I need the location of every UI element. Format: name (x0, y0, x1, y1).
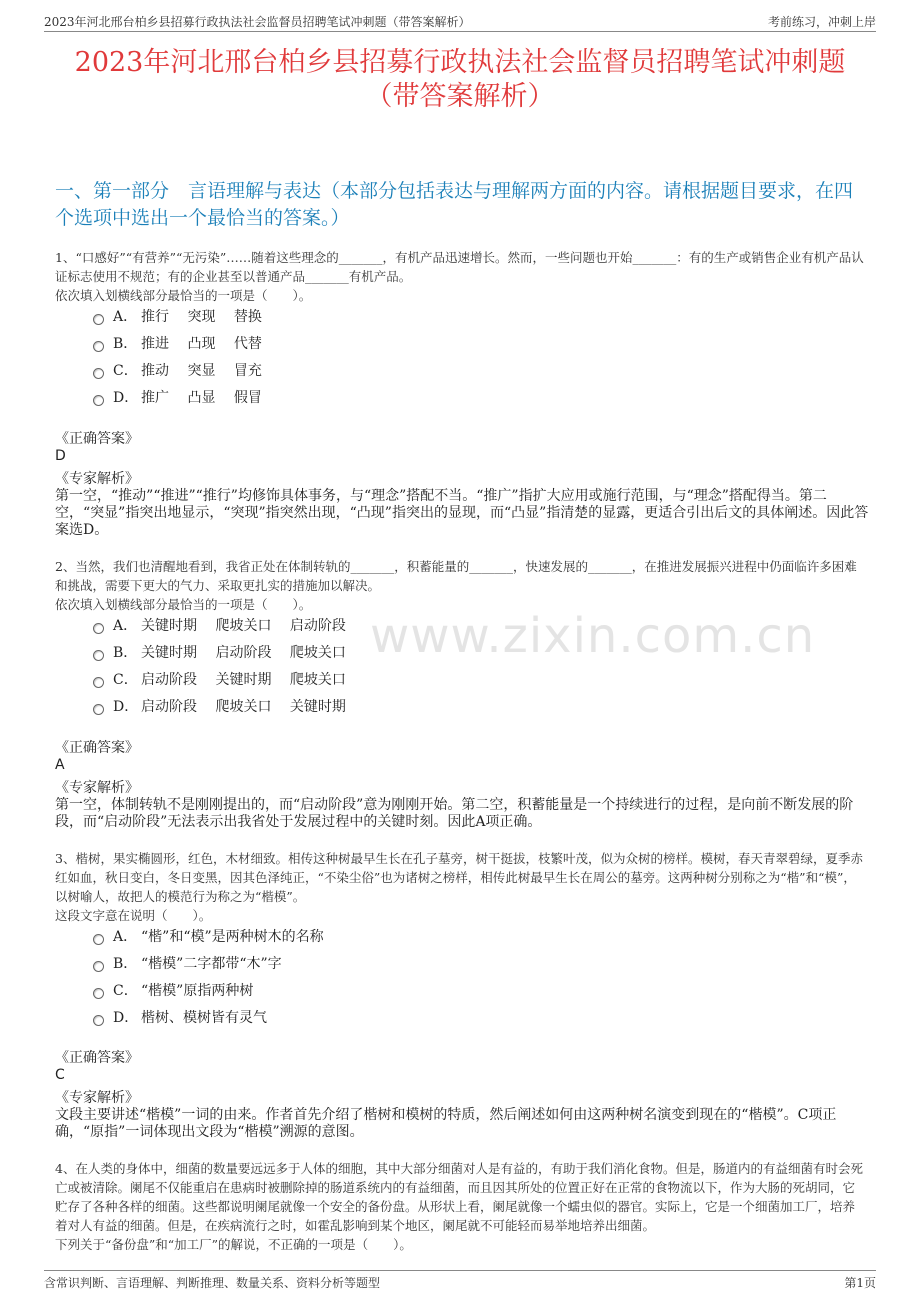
analysis-1 (55, 471, 870, 539)
page-header (44, 10, 876, 32)
option-b[interactable]: B． 推进 凸现 代替 (93, 331, 262, 358)
question-stem: 1、“口感好”“有营养”“无污染”……随着这些理念的_______，有机产品迅速增长。然而，一些问题也开始_______：有的生产或销售企业有机产品认证标志使用不规范；有的企业甚至以普通产品_______有机产品。 (55, 250, 864, 284)
answer-2 (55, 740, 870, 774)
option-d[interactable]: D． 启动阶段 爬坡关口 关键时期 (93, 694, 346, 721)
radio-icon[interactable] (93, 314, 104, 325)
answer-value: C (55, 1067, 65, 1083)
option-c[interactable]: C． “楷模”原指两种树 (93, 978, 324, 1005)
footer-topics: 含常识判断、言语理解、判断推理、数量关系、资料分析等题型 (44, 1276, 381, 1290)
radio-icon[interactable] (93, 395, 104, 406)
radio-icon[interactable] (93, 677, 104, 688)
page-number: 第1页 (844, 1276, 876, 1290)
answer-1 (55, 431, 870, 465)
radio-icon[interactable] (93, 961, 104, 972)
question-1 (55, 248, 864, 305)
question-prompt: 依次填入划横线部分最恰当的一项是（ ）。 (55, 597, 312, 612)
radio-icon[interactable] (93, 988, 104, 999)
option-b[interactable]: B． “楷模”二字都带“木”字 (93, 951, 324, 978)
watermark: www.zixin.com.cn (370, 608, 816, 664)
option-c[interactable]: C． 启动阶段 关键时期 爬坡关口 (93, 667, 346, 694)
radio-icon[interactable] (93, 368, 104, 379)
analysis-text: 第一空，“推动”“推进”“推行”均修饰具体事务，与“理念”搭配不当。“推广”指扩大应用或施行范围，与“理念”搭配得当。第二空，“突显”指突出地显示，“突现”指突然出现，“凸现”指突出的显现，而“凸显”指清楚的显露，更适合引出后文的具体阐述。因此答案选D。 (55, 488, 869, 538)
page-title: 2023年河北邢台柏乡县招募行政执法社会监督员招聘笔试冲刺题（带答案解析） (74, 47, 846, 112)
options-3 (93, 924, 324, 1032)
answer-value: A (55, 757, 65, 773)
answer-label: 《正确答案》 (55, 740, 139, 756)
options-2 (93, 613, 346, 721)
option-d[interactable]: D． 推广 凸显 假冒 (93, 385, 262, 412)
question-3 (55, 849, 864, 925)
radio-icon[interactable] (93, 704, 104, 715)
question-stem: 2、当然，我们也清醒地看到，我省正处在体制转轨的_______，积蓄能量的_______，快速发展的_______，在推进发展振兴进程中仍面临许多困难和挑战，需要下更大的气力、采取更扎实的措施加以解决。 (55, 559, 857, 593)
header-slogan: 考前练习，冲刺上岸 (767, 15, 876, 29)
radio-icon[interactable] (93, 1015, 104, 1026)
analysis-text: 文段主要讲述“楷模”一词的由来。作者首先介绍了楷树和模树的特质，然后阐述如何由这两种树名演变到现在的“楷模”。C项正确，“原指”一词体现出文段为“楷模”溯源的意图。 (55, 1107, 837, 1140)
answer-3 (55, 1050, 870, 1084)
answer-label: 《正确答案》 (55, 1050, 139, 1066)
answer-label: 《正确答案》 (55, 431, 139, 447)
page-footer (44, 1270, 876, 1292)
radio-icon[interactable] (93, 623, 104, 634)
radio-icon[interactable] (93, 650, 104, 661)
question-prompt: 依次填入划横线部分最恰当的一项是（ ）。 (55, 288, 312, 303)
analysis-3 (55, 1090, 870, 1141)
question-2 (55, 557, 864, 614)
analysis-2 (55, 780, 870, 831)
analysis-label: 《专家解析》 (55, 780, 139, 796)
radio-icon[interactable] (93, 934, 104, 945)
question-prompt: 这段文字意在说明（ ）。 (55, 908, 212, 923)
analysis-text: 第一空，体制转轨不是刚刚提出的，而“启动阶段”意为刚刚开始。第二空，积蓄能量是一个持续进行的过程，是向前不断发展的阶段，而“启动阶段”无法表示出我省处于发展过程中的关键时刻。因此A项正确。 (55, 797, 854, 830)
radio-icon[interactable] (93, 341, 104, 352)
analysis-label: 《专家解析》 (55, 471, 139, 487)
options-1 (93, 304, 262, 412)
option-c[interactable]: C． 推动 突显 冒充 (93, 358, 262, 385)
question-stem: 4、在人类的身体中，细菌的数量要远远多于人体的细胞，其中大部分细菌对人是有益的，有助于我们消化食物。但是，肠道内的有益细菌有时会死亡或被清除。阑尾不仅能重启在患病时被删除掉的肠道系统内的有益细菌，而且因其所处的位置正好在正常的食物流以下，作为大肠的死胡同，它贮存了各种各样的细菌。这些都说明阑尾就像一个安全的备份盘。从形状上看，阑尾就像一个蠕虫似的器官。实际上，它是一个细菌加工厂，培养着对人有益的细菌。但是，在疾病流行之时，如霍乱影响到某个地区，阑尾就不可能轻而易举地培养出细菌。 (55, 1161, 863, 1233)
analysis-label: 《专家解析》 (55, 1090, 139, 1106)
question-prompt: 下列关于“备份盘”和“加工厂”的解说，不正确的一项是（ ）。 (55, 1237, 412, 1252)
option-d[interactable]: D． 楷树、模树皆有灵气 (93, 1005, 324, 1032)
header-doc-title: 2023年河北邢台柏乡县招募行政执法社会监督员招聘笔试冲刺题（带答案解析） (44, 15, 471, 29)
option-a[interactable]: A． “楷”和“模”是两种树木的名称 (93, 924, 324, 951)
question-4 (55, 1159, 864, 1254)
option-a[interactable]: A． 推行 突现 替换 (93, 304, 262, 331)
section-heading: 一、第一部分 言语理解与表达（本部分包括表达与理解两方面的内容。请根据题目要求，在四个选项中选出一个最恰当的答案。） (55, 180, 854, 229)
option-b[interactable]: B． 关键时期 启动阶段 爬坡关口 (93, 640, 346, 667)
question-stem: 3、楷树，果实椭圆形，红色，木材细致。相传这种树最早生长在孔子墓旁，树干挺拔，枝繁叶茂，似为众树的榜样。模树，春天青翠碧绿，夏季赤红如血，秋日变白，冬日变黑，因其色泽纯正，“不染尘俗”也为诸树之榜样，相传此树最早生长在周公的墓旁。这两种树分别称之为“楷”和“模”，以树喻人，故把人的模范行为称之为“楷模”。 (55, 851, 863, 904)
answer-value: D (55, 448, 66, 464)
option-a[interactable]: A． 关键时期 爬坡关口 启动阶段 (93, 613, 346, 640)
